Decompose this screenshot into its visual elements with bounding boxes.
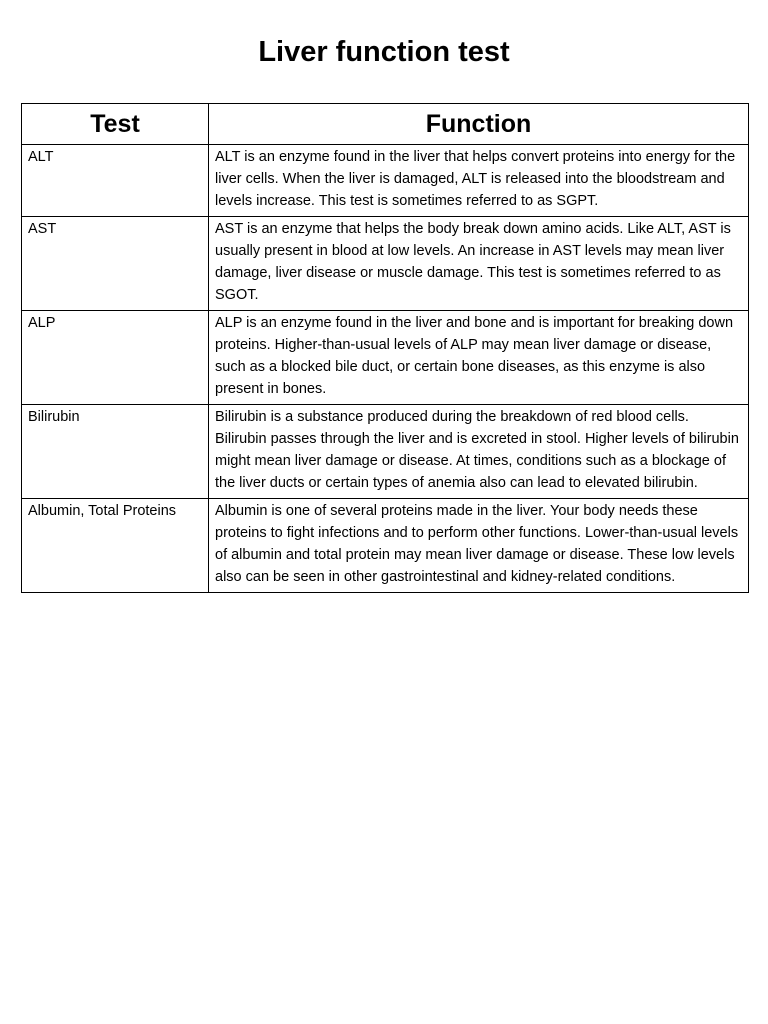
- test-name-cell: ALP: [22, 311, 209, 405]
- liver-function-table: [21, 103, 749, 593]
- function-description-cell: Bilirubin is a substance produced during the breakdown of red blood cells. Bilirubin passes through the liver and is excreted in stool. Higher levels of bilirubin might mean liver damage or disease. At times, conditions such as a blockage of the liver ducts or certain types of anemia also can lead to elevated bilirubin.: [209, 405, 749, 499]
- function-description-cell: Albumin is one of several proteins made in the liver. Your body needs these proteins to fight infections and to perform other functions. Lower-than-usual levels of albumin and total protein may mean liver damage or disease. These low levels also can be seen in other gastrointestinal and kidney-related conditions.: [209, 499, 749, 593]
- function-description-cell: ALT is an enzyme found in the liver that helps convert proteins into energy for the liver cells. When the liver is damaged, ALT is released into the bloodstream and levels increase. This test is sometimes referred to as SGPT.: [209, 145, 749, 217]
- test-name-cell: Bilirubin: [22, 405, 209, 499]
- table-row: [22, 311, 749, 405]
- column-header-test: Test: [22, 104, 209, 145]
- function-description-cell: AST is an enzyme that helps the body break down amino acids. Like ALT, AST is usually present in blood at low levels. An increase in AST levels may mean liver damage, liver disease or muscle damage. This test is sometimes referred to as SGOT.: [209, 217, 749, 311]
- table-header-row: [22, 104, 749, 145]
- function-description-cell: ALP is an enzyme found in the liver and bone and is important for breaking down proteins. Higher-than-usual levels of ALP may mean liver damage or disease, such as a blocked bile duct, or certain bone diseases, as this enzyme is also present in bones.: [209, 311, 749, 405]
- test-name-cell: ALT: [22, 145, 209, 217]
- page-title: Liver function test: [258, 36, 510, 68]
- table-row: [22, 217, 749, 311]
- test-name-cell: Albumin, Total Proteins: [22, 499, 209, 593]
- table-row: [22, 145, 749, 217]
- table-row: [22, 499, 749, 593]
- column-header-function: Function: [209, 104, 749, 145]
- table-row: [22, 405, 749, 499]
- test-name-cell: AST: [22, 217, 209, 311]
